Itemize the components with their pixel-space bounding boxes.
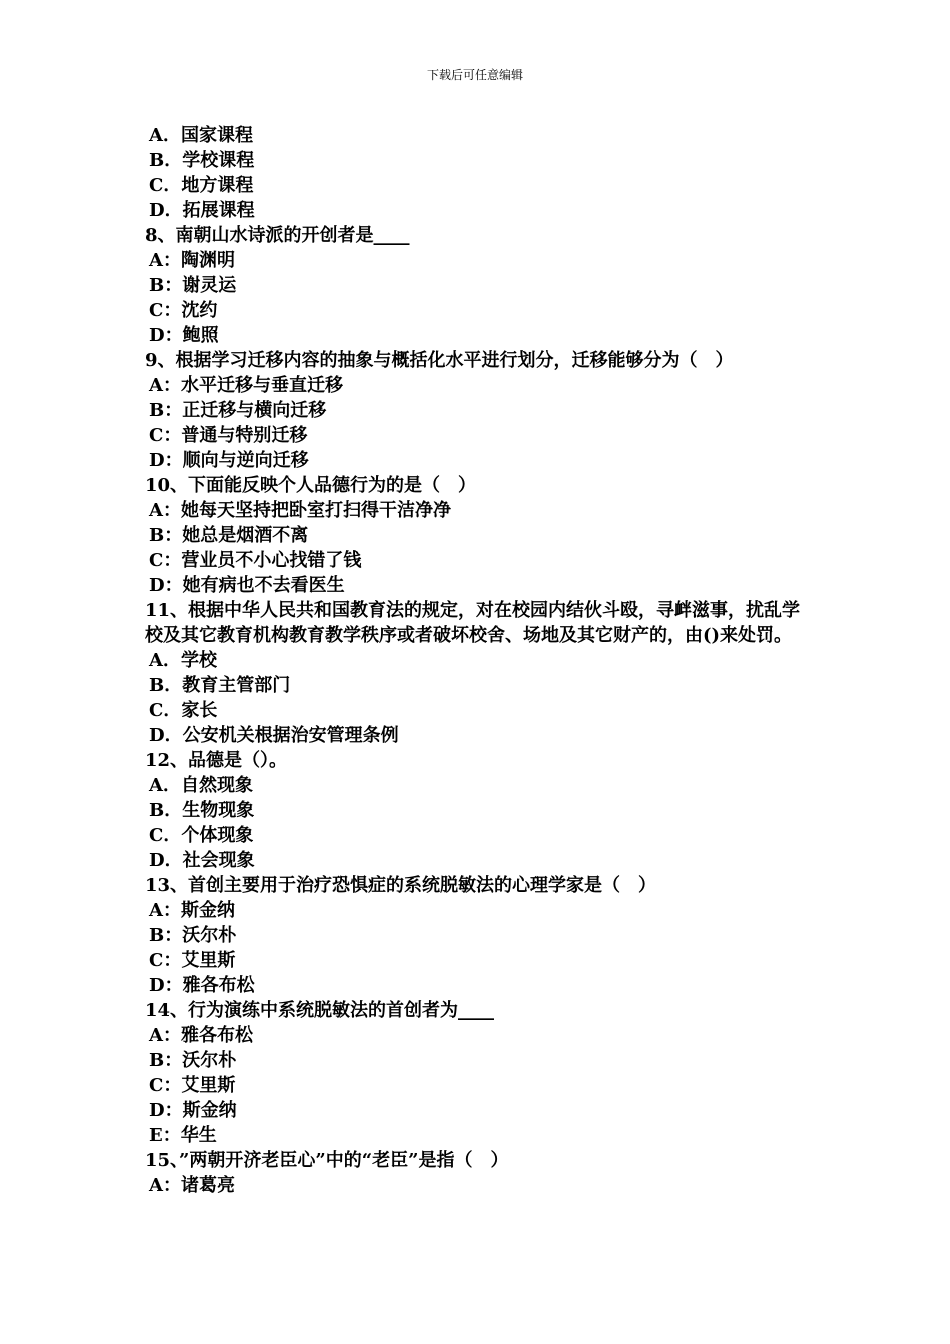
answer-option: D：鲍照 <box>149 325 219 346</box>
answer-option: C．个体现象 <box>149 825 254 846</box>
answer-option: A：诸葛亮 <box>149 1175 235 1196</box>
answer-option: A．自然现象 <box>149 775 253 796</box>
answer-option: D：她有病也不去看医生 <box>149 575 345 596</box>
question-stem: 13、首创主要用于治疗恐惧症的系统脱敏法的心理学家是（ ） <box>145 875 657 896</box>
answer-option: C：艾里斯 <box>149 1075 236 1096</box>
answer-option: B：正迁移与横向迁移 <box>149 400 327 421</box>
answer-option: A．国家课程 <box>149 125 253 146</box>
answer-option: B：她总是烟酒不离 <box>149 525 309 546</box>
answer-option: C：艾里斯 <box>149 950 236 971</box>
answer-option: A：斯金纳 <box>149 900 235 921</box>
question-stem: 14、行为演练中系统脱敏法的首创者为____ <box>145 1000 495 1021</box>
answer-option: D：顺向与逆向迁移 <box>149 450 309 471</box>
answer-option: A：她每天坚持把卧室打扫得干洁净净 <box>149 500 451 521</box>
question-stem: 15、”两朝开济老臣心”中的“老臣”是指（ ） <box>145 1150 509 1171</box>
answer-option: B．生物现象 <box>149 800 255 821</box>
answer-option: D．社会现象 <box>149 850 255 871</box>
question-stem: 12、品德是（）。 <box>145 750 288 771</box>
question-stem: 8、南朝山水诗派的开创者是____ <box>145 225 410 246</box>
answer-option: C：营业员不小心找错了钱 <box>149 550 362 571</box>
question-stem: 9、根据学习迁移内容的抽象与概括化水平进行划分，迁移能够分为（ ） <box>145 350 734 371</box>
answer-option: D：雅各布松 <box>149 975 255 996</box>
answer-option: B．教育主管部门 <box>149 675 291 696</box>
answer-option: A：水平迁移与垂直迁移 <box>149 375 343 396</box>
answer-option: D．公安机关根据治安管理条例 <box>149 725 399 746</box>
answer-option: A：雅各布松 <box>149 1025 253 1046</box>
answer-option: C：沈约 <box>149 300 218 321</box>
question-stem: 10、下面能反映个人品德行为的是（ ） <box>145 475 477 496</box>
answer-option: C．家长 <box>149 700 218 721</box>
answer-option: B：沃尔朴 <box>149 1050 237 1071</box>
answer-option: C．地方课程 <box>149 175 254 196</box>
answer-option: B：沃尔朴 <box>149 925 237 946</box>
answer-option: B：谢灵运 <box>149 275 237 296</box>
answer-option: A．学校 <box>149 650 217 671</box>
answer-option: D．拓展课程 <box>149 200 255 221</box>
question-stem: 11、根据中华人民共和国教育法的规定，对在校园内结伙斗殴，寻衅滋事，扰乱学校及其它教育机构教育教学秩序或者破坏校舍、场地及其它财产的，由()来处罚。 <box>145 600 801 646</box>
document-body <box>145 123 817 1198</box>
answer-option: C：普通与特别迁移 <box>149 425 308 446</box>
answer-option: E：华生 <box>149 1125 217 1146</box>
answer-option: D：斯金纳 <box>149 1100 237 1121</box>
answer-option: A：陶渊明 <box>149 250 235 271</box>
answer-option: B．学校课程 <box>149 150 255 171</box>
page-header: 下载后可任意编辑 <box>426 68 523 82</box>
